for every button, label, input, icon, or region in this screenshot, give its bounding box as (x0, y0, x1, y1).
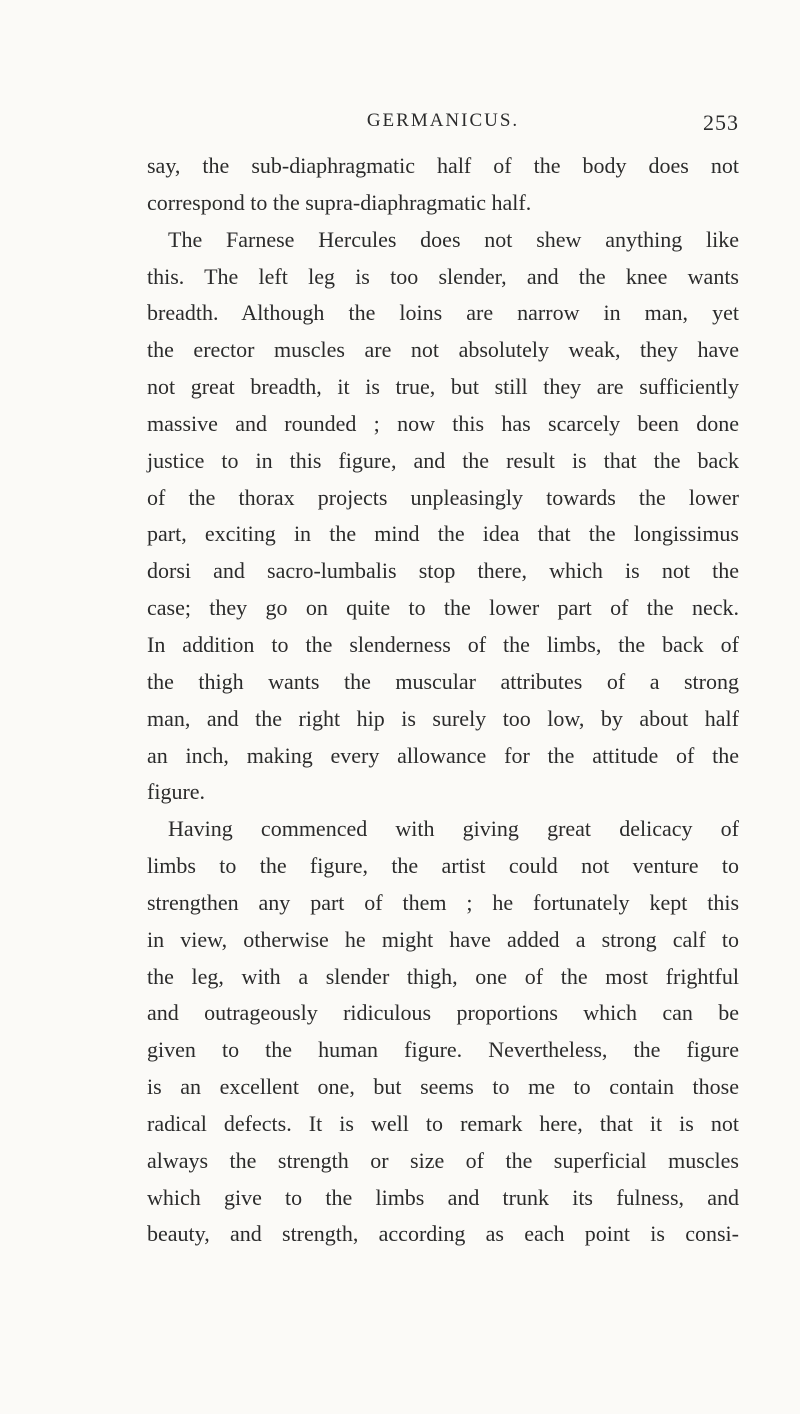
text-line: dorsi and sacro-lumbalis stop there, which is not the (147, 558, 739, 584)
text-line: which give to the limbs and trunk its fulness, and (147, 1184, 739, 1210)
text-line: massive and rounded ; now this has scarcely been done (147, 410, 739, 436)
text-line: beauty, and strength, according as each point is consi- (147, 1221, 739, 1247)
body-text (147, 148, 739, 1253)
text-line: is an excellent one, but seems to me to contain those (147, 1074, 739, 1100)
text-line: an inch, making every allowance for the attitude of the (147, 742, 739, 768)
text-line: justice to in this figure, and the result is that the back (147, 447, 739, 473)
text-line: limbs to the figure, the artist could not venture to (147, 853, 739, 879)
text-line: figure. (147, 779, 206, 805)
text-line: in view, otherwise he might have added a strong calf to (147, 926, 739, 952)
text-line: the leg, with a slender thigh, one of the most frightful (147, 963, 739, 989)
text-line: In addition to the slenderness of the limbs, the back of (147, 631, 739, 657)
text-line: The Farnese Hercules does not shew anything like (168, 226, 739, 252)
text-line: of the thorax projects unpleasingly towards the lower (147, 484, 739, 510)
running-title: GERMANICUS. (366, 110, 520, 131)
text-line: the thigh wants the muscular attributes of a strong (147, 668, 739, 694)
text-line: and outrageously ridiculous proportions which can be (147, 1000, 739, 1026)
text-line: radical defects. It is well to remark here, that it is not (147, 1110, 739, 1136)
text-line: always the strength or size of the superficial muscles (147, 1147, 739, 1173)
text-line: man, and the right hip is surely too low, by about half (147, 705, 739, 731)
text-line: this. The left leg is too slender, and the knee wants (147, 263, 739, 289)
page-number: 253 (703, 110, 739, 135)
text-line: breadth. Although the loins are narrow in man, yet (147, 300, 739, 326)
text-line: given to the human figure. Nevertheless, the figure (147, 1037, 739, 1063)
text-line: the erector muscles are not absolutely weak, they have (147, 337, 739, 363)
text-line: case; they go on quite to the lower part of the neck. (147, 595, 739, 621)
text-line: Having commenced with giving great delicacy of (168, 816, 739, 842)
text-line: not great breadth, it is true, but still they are sufficiently (147, 374, 739, 400)
text-line: part, exciting in the mind the idea that the longissimus (147, 521, 739, 547)
text-line: say, the sub-diaphragmatic half of the body does not (147, 153, 739, 178)
running-head (147, 110, 739, 138)
text-line: correspond to the supra-diaphragmatic half. (147, 189, 532, 215)
text-line: strengthen any part of them ; he fortunately kept this (147, 889, 739, 915)
